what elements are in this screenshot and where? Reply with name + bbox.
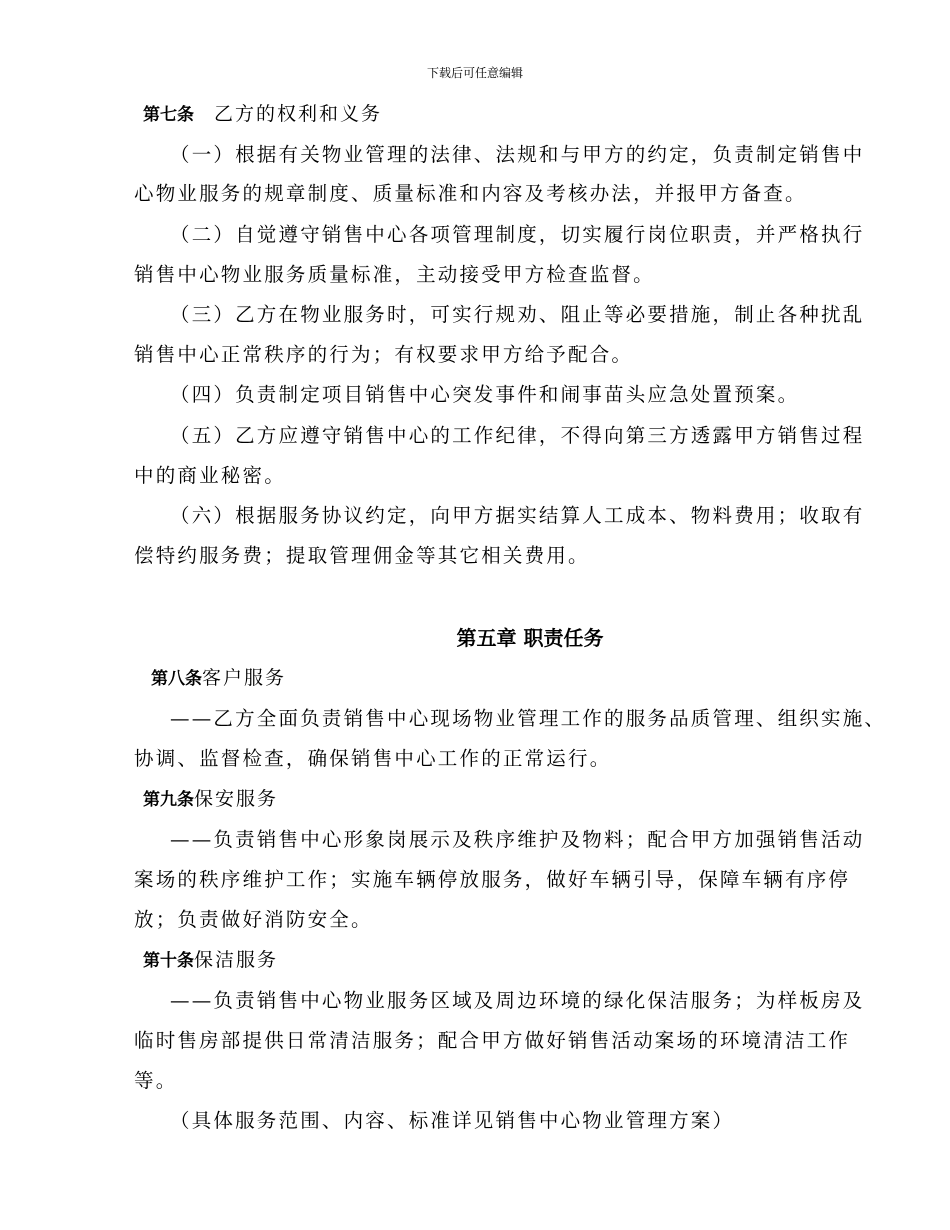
article-7-line-2: 心物业服务的规章制度、质量标准和内容及考核办法，并报甲方备查。 xyxy=(134,182,807,205)
article-8-title: 客户服务 xyxy=(202,667,287,689)
article-9-line-3: 放；负责做好消防安全。 xyxy=(134,908,373,931)
article-7-line-6: 销售中心正常秩序的行为；有权要求甲方给予配合。 xyxy=(134,343,634,366)
article-7-line-7: （四）负责制定项目销售中心突发事件和闹事苗头应急处置预案。 xyxy=(170,383,800,406)
article-10-heading xyxy=(143,947,278,974)
article-7-line-1: （一）根据有关物业管理的法律、法规和与甲方的约定，负责制定销售中 xyxy=(170,143,865,166)
article-10-line-2: 临时售房部提供日常清洁服务；配合甲方做好销售活动案场的环境清洁工作 xyxy=(134,1029,851,1052)
article-7-line-5: （三）乙方在物业服务时，可实行规劝、阻止等必要措施，制止各种扰乱 xyxy=(170,303,865,326)
article-7-title: 乙方的权利和义务 xyxy=(214,103,383,125)
service-scope-note: （具体服务范围、内容、标准详见销售中心物业管理方案） xyxy=(170,1109,735,1132)
article-9-number: 第九条 xyxy=(143,790,194,810)
article-9-line-2: 案场的秩序维护工作；实施车辆停放服务，做好车辆引导，保障车辆有序停 xyxy=(134,868,851,891)
article-10-title: 保洁服务 xyxy=(194,949,279,971)
article-7-line-9: 中的商业秘密。 xyxy=(134,464,286,487)
article-10-number: 第十条 xyxy=(143,951,194,971)
article-9-heading xyxy=(143,786,278,813)
article-7-line-3: （二）自觉遵守销售中心各项管理制度，切实履行岗位职责，并严格执行 xyxy=(170,223,865,246)
article-9-title: 保安服务 xyxy=(194,788,279,810)
article-7-number: 第七条 xyxy=(143,105,194,125)
article-8-line-2: 协调、监督检查，确保销售中心工作的正常运行。 xyxy=(134,747,612,770)
article-7-line-11: 偿特约服务费；提取管理佣金等其它相关费用。 xyxy=(134,544,590,567)
article-10-line-3: 等。 xyxy=(134,1069,178,1092)
article-8-line-1: ——乙方全面负责销售中心现场物业管理工作的服务品质管理、组织实施、 xyxy=(170,707,887,730)
article-10-line-1: ——负责销售中心物业服务区域及周边环境的绿化保洁服务；为样板房及 xyxy=(170,989,865,1012)
article-7-line-4: 销售中心物业服务质量标准，主动接受甲方检查监督。 xyxy=(134,263,655,286)
page-header-note: 下载后可任意编辑 xyxy=(426,66,523,80)
chapter-5-title: 第五章 职责任务 xyxy=(456,626,604,650)
article-8-heading xyxy=(151,665,286,692)
article-8-number: 第八条 xyxy=(151,669,202,689)
article-7-line-8: （五）乙方应遵守销售中心的工作纪律，不得向第三方透露甲方销售过程 xyxy=(170,424,865,447)
article-7-line-10: （六）根据服务协议约定，向甲方据实结算人工成本、物料费用；收取有 xyxy=(170,504,865,527)
article-7-heading xyxy=(143,101,382,128)
article-9-line-1: ——负责销售中心形象岗展示及秩序维护及物料；配合甲方加强销售活动 xyxy=(170,828,865,851)
